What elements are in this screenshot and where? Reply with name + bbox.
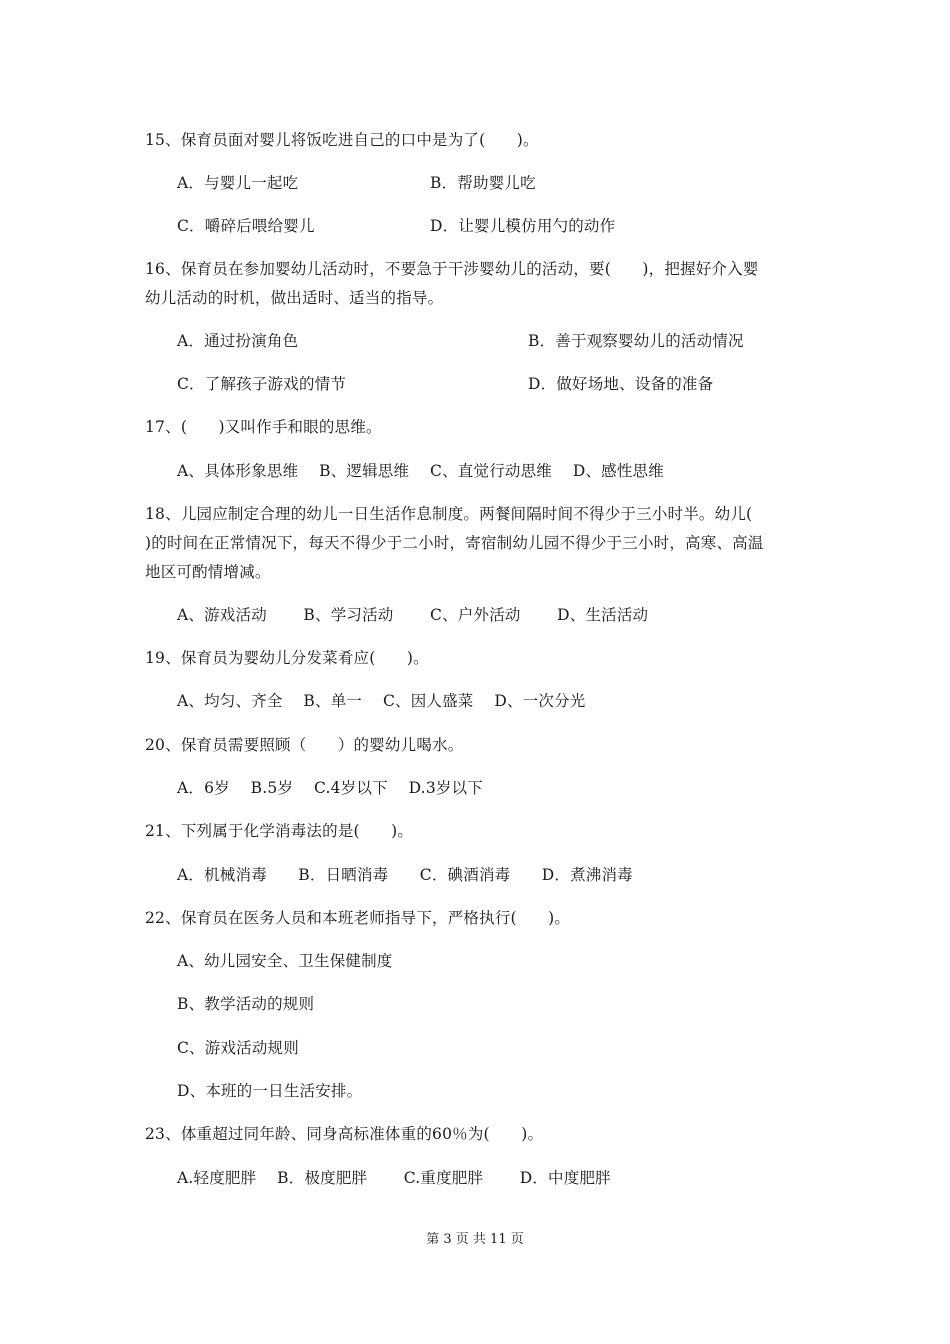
question-21-options: A．机械消毒 B．日晒消毒 C．碘酒消毒 D．煮沸消毒 [177,866,633,884]
question-18-options: A、游戏活动 B、学习活动 C、户外活动 D、生活活动 [177,606,649,624]
question-16-option-a: A．通过扮演角色 [177,332,299,350]
question-18-stem-line3: 地区可酌情增减。 [145,563,271,581]
question-16-option-d: D．做好场地、设备的准备 [528,375,714,393]
question-22-option-b: B、教学活动的规则 [177,995,315,1013]
page-footer: 第 3 页 共 11 页 [426,1232,524,1247]
question-15-option-b: B．帮助婴儿吃 [430,174,536,192]
question-22-stem: 22、保育员在医务人员和本班老师指导下，严格执行( )。 [145,909,571,927]
question-15-option-d: D．让婴儿模仿用勺的动作 [430,217,616,235]
question-15-option-a: A．与婴儿一起吃 [177,174,299,192]
question-16-option-c: C．了解孩子游戏的情节 [177,375,347,393]
question-19-stem: 19、保育员为婴幼儿分发菜肴应( )。 [145,649,429,667]
question-19-options: A、均匀、齐全 B、单一 C、因人盛菜 D、一次分光 [177,692,586,710]
question-22-option-d: D、本班的一日生活安排。 [177,1082,363,1100]
question-16-stem-line2: 幼儿活动的时机，做出适时、适当的指导。 [145,289,444,307]
question-20-options: A．6岁 B.5岁 C.4岁以下 D.3岁以下 [177,779,483,797]
question-23-stem: 23、体重超过同年龄、同身高标准体重的60％为( )。 [145,1125,544,1143]
question-22-option-a: A、幼儿园安全、卫生保健制度 [177,952,393,970]
question-17-options: A、具体形象思维 B、逻辑思维 C、直觉行动思维 D、感性思维 [177,462,664,480]
question-17-stem: 17、( )又叫作手和眼的思维。 [145,418,382,436]
question-18-stem-line2: )的时间在正常情况下，每天不得少于二小时，寄宿制幼儿园不得少于三小时，高寒、高温 [145,534,764,552]
question-21-stem: 21、下列属于化学消毒法的是( )。 [145,822,414,840]
question-18-stem-line1: 18、儿园应制定合理的幼儿一日生活作息制度。两餐间隔时间不得少于三小时半。幼儿( [145,505,753,523]
question-15-stem: 15、保育员面对婴儿将饭吃进自己的口中是为了( )。 [145,131,539,149]
question-20-stem: 20、保育员需要照顾（ ）的婴幼儿喝水。 [145,736,464,754]
question-23-options: A.轻度肥胖 B．极度肥胖 C.重度肥胖 D．中度肥胖 [177,1169,611,1187]
question-16-option-b: B．善于观察婴幼儿的活动情况 [528,332,744,350]
question-22-option-c: C、游戏活动规则 [177,1039,299,1057]
question-16-stem-line1: 16、保育员在参加婴幼儿活动时，不要急于干涉婴幼儿的活动，要( )，把握好介入婴 [145,260,759,278]
question-15-option-c: C．嚼碎后喂给婴儿 [177,217,315,235]
